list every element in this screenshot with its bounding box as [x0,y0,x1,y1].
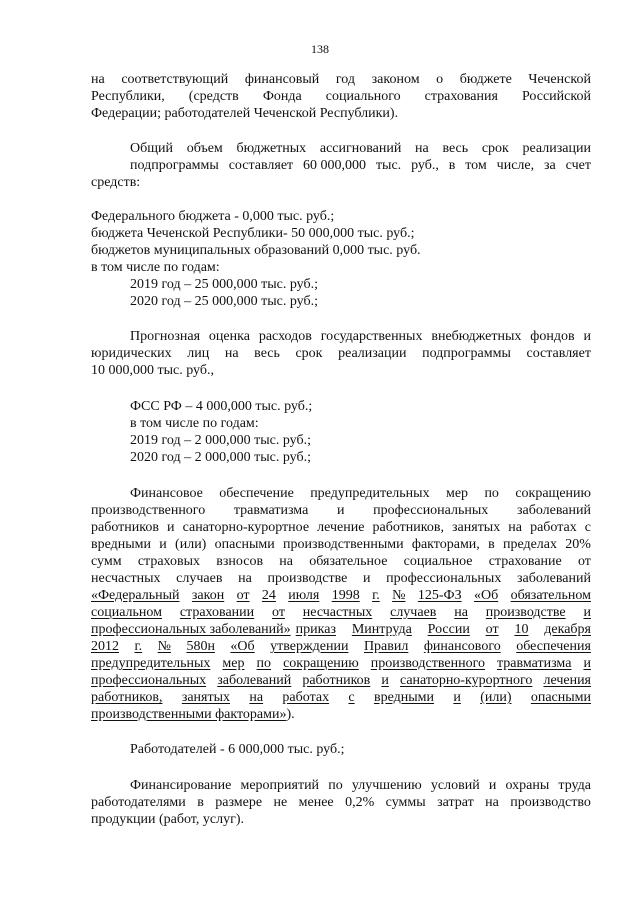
fss-total: ФСС РФ – 4 000,000 тыс. руб.; [130,399,313,414]
word: «Об [230,639,255,654]
text-line [91,89,591,105]
word: работников, [372,520,444,535]
word: обеспечения [516,639,591,654]
law-reference-link[interactable] [91,605,591,621]
word: государственных [320,329,423,344]
word: страховых [137,554,201,569]
word: несчастных [91,571,161,586]
word: (средств [188,89,239,104]
word: не [273,795,288,810]
word: заболеваний [516,503,591,518]
text-line [91,707,295,723]
word: работах [530,520,577,535]
text-line [91,554,591,570]
word: в [448,158,456,173]
word: санаторно-курортное [182,520,310,535]
word: занятых [181,690,231,705]
word: улучшению [351,778,422,793]
order-reference-link[interactable] [296,622,591,638]
word: весь [254,346,280,361]
word: санаторно-курортного [399,673,533,688]
word: с [584,520,591,535]
word: декабря [544,622,591,637]
word: срок [481,141,509,156]
word: № [157,639,171,654]
word: заболеваний [517,571,591,586]
word: производственного [91,503,206,518]
word: от [577,554,591,569]
word: утверждении [270,639,349,654]
word: подпрограммы [422,346,511,361]
word: и [583,656,591,671]
word: 20% [565,537,591,552]
word: приказ [295,622,336,637]
word: год [335,72,356,87]
word: производстве [267,571,348,586]
word: о [436,72,444,87]
word: случаев [390,605,437,620]
word: весь [442,141,469,156]
word: объем [186,141,223,156]
word: составляет [228,158,294,173]
word: 2012 [91,639,119,654]
fss-year-2020: 2020 год – 2 000,000 тыс. руб.; [130,450,311,465]
order-reference-link[interactable] [91,673,591,689]
text-line [130,486,591,502]
word: случаев [176,571,223,586]
word: в [488,537,495,552]
word: тыс. [375,158,402,173]
word: на [279,554,294,569]
word: и [381,673,389,688]
word: реализации [338,346,407,361]
word: размере [215,795,263,810]
word: 60 000,000 [303,158,367,173]
word: обязательное [309,554,388,569]
word: травматизма [233,503,309,518]
budget-line-republic: бюджета Чеченской Республики- 50 000,000 тыс. руб.; [91,226,415,241]
word: и [167,520,175,535]
word: Общий [130,141,173,156]
word: на [415,141,429,156]
budget-line-federal: Федерального бюджета - 0,000 тыс. руб.; [91,209,335,224]
word: страхования [424,89,498,104]
word: социального [325,89,401,104]
word: и [583,605,591,620]
word: страховании [179,605,255,620]
word: с [348,690,355,705]
word: вредными [373,690,434,705]
word: на [238,571,252,586]
word: по [484,486,499,501]
word: вредными [91,537,152,552]
word: г. [134,639,143,654]
text-line [91,72,591,88]
word: закон [191,588,225,603]
word: по [256,656,272,671]
word: подпрограммы [130,158,219,173]
text-line: 10 000,000 тыс. руб., [91,363,214,378]
word: Прогнозная [130,329,201,344]
word: обеспечение [219,486,294,501]
word: профессиональных [91,673,207,688]
word: сокращению [515,486,591,501]
text-line: продукции (работ, услуг). [91,812,244,827]
word: суммы [385,795,426,810]
text-line [91,537,591,553]
budget-year-2019: 2019 год – 25 000,000 тыс. руб.; [130,277,318,292]
word: счет [565,158,591,173]
word: «Об [473,588,499,603]
word: Минтруда [351,622,412,637]
budget-line-municipal: бюджетов муниципальных образований 0,000 тыс. руб. [91,243,421,258]
word: Финансирование [130,778,232,793]
word: «Федеральный [91,588,180,603]
order-reference-link[interactable]: производственными факторами» [91,707,287,722]
word: составляет [526,346,591,361]
word: 0,2% [345,795,375,810]
word: профессиональных [386,571,502,586]
word: на [454,605,468,620]
word: г. [372,588,380,603]
word: страхование [488,554,562,569]
text-line [91,795,591,811]
word: и [453,690,461,705]
word: сокращению [283,656,359,671]
fss-by-years: в том числе по годам: [130,416,259,431]
word: юридических [91,346,172,361]
word: мер [222,656,245,671]
word: профессиональных [373,503,489,518]
word: реализации [522,141,591,156]
word: руб., [411,158,439,173]
word: работников [302,673,371,688]
word: лиц [187,346,210,361]
word: июля [288,588,320,603]
word: затрат [437,795,474,810]
text-line [130,141,591,157]
word: условий [430,778,480,793]
word: на [249,690,264,705]
word: числе, [496,158,535,173]
order-reference-link[interactable] [91,690,591,706]
word: и [336,503,345,518]
budget-year-2020: 2020 год – 25 000,000 тыс. руб.; [130,294,318,309]
word: № [392,588,406,603]
word: опасными [530,690,591,705]
word: финансовый [244,72,320,87]
word: от [272,605,285,620]
word: на [91,72,105,87]
word: 1998 [331,588,360,603]
word: факторами, [411,537,480,552]
text-line [91,503,591,519]
order-reference-link[interactable] [91,639,591,655]
word: взносов [216,554,264,569]
word: и [488,778,497,793]
word: России [427,622,470,637]
word: обязательном [510,588,591,603]
page-number: 138 [311,42,329,56]
text-line: средств: [91,175,141,190]
word: работодателями [91,795,186,810]
word: и [583,329,591,344]
word: производственного [370,656,485,671]
word: мероприятий [240,778,320,793]
employers-line: Работодателей - 6 000,000 тыс. руб.; [130,742,345,757]
word: мер [445,486,469,501]
word: от [485,622,499,637]
word: на [224,346,239,361]
word: лечения [543,673,591,688]
word: социальном [91,605,162,620]
order-reference-link[interactable] [91,656,591,672]
text-line [91,520,591,536]
word: законом [371,72,420,87]
word: охраны [505,778,550,793]
word: расходов [258,329,312,344]
text-line [91,346,591,362]
fss-year-2019: 2019 год – 2 000,000 тыс. руб.; [130,433,311,448]
text-line: Федерации; работодателей Чеченской Республики). [91,106,399,121]
word: от [236,588,250,603]
word: предупредительных [310,486,430,501]
text-line [130,329,591,345]
word: Финансовое [130,486,203,501]
law-reference-link[interactable] [91,588,591,604]
word: пределах [502,537,558,552]
word: Республики, [91,89,165,104]
word: сумм [91,554,122,569]
word: по [328,778,343,793]
word: Фонда [262,89,302,104]
word: на [485,795,499,810]
word: внебюджетных [431,329,522,344]
word: предупредительных [91,656,211,671]
budget-line-by-years: в том числе по годам: [91,260,220,275]
word: за [544,158,556,173]
word: 24 [261,588,276,603]
word: производство [510,795,591,810]
word: опасными [214,537,275,552]
word: соответствующий [121,72,229,87]
word: менее [298,795,334,810]
word: бюджете [459,72,512,87]
word: фондов [530,329,575,344]
text-line [91,571,591,587]
word: (или) [175,537,207,552]
word: травматизма [497,656,572,671]
word: несчастных [302,605,373,620]
word: производственными [283,537,404,552]
text-line [130,158,591,174]
word: ассигнований [319,141,402,156]
word: производстве [485,605,566,620]
word: и [159,537,167,552]
word: том [465,158,487,173]
law-reference-link[interactable]: профессиональных заболеваний» [91,622,291,637]
word: работников [91,520,159,535]
word: лечение [317,520,365,535]
word: работах [282,690,330,705]
word: финансового [423,639,501,654]
word: Российской [521,89,591,104]
word: занятых [452,520,501,535]
word: бюджетных [236,141,307,156]
word: Чеченской [528,72,591,87]
word: и [363,571,371,586]
word: заболеваний [217,673,292,688]
word: труда [558,778,591,793]
word: Правил [363,639,409,654]
closing-punctuation: ). [286,707,295,722]
word: работников, [91,690,163,705]
word: (или) [480,690,512,705]
word: на [508,520,522,535]
text-line [91,622,591,638]
word: 125-ФЗ [417,588,462,603]
word: в [197,795,204,810]
word: оценка [208,329,250,344]
word: социальное [403,554,473,569]
word: 580н [186,639,215,654]
text-line [130,778,591,794]
word: срок [295,346,323,361]
word: 10 [514,622,529,637]
